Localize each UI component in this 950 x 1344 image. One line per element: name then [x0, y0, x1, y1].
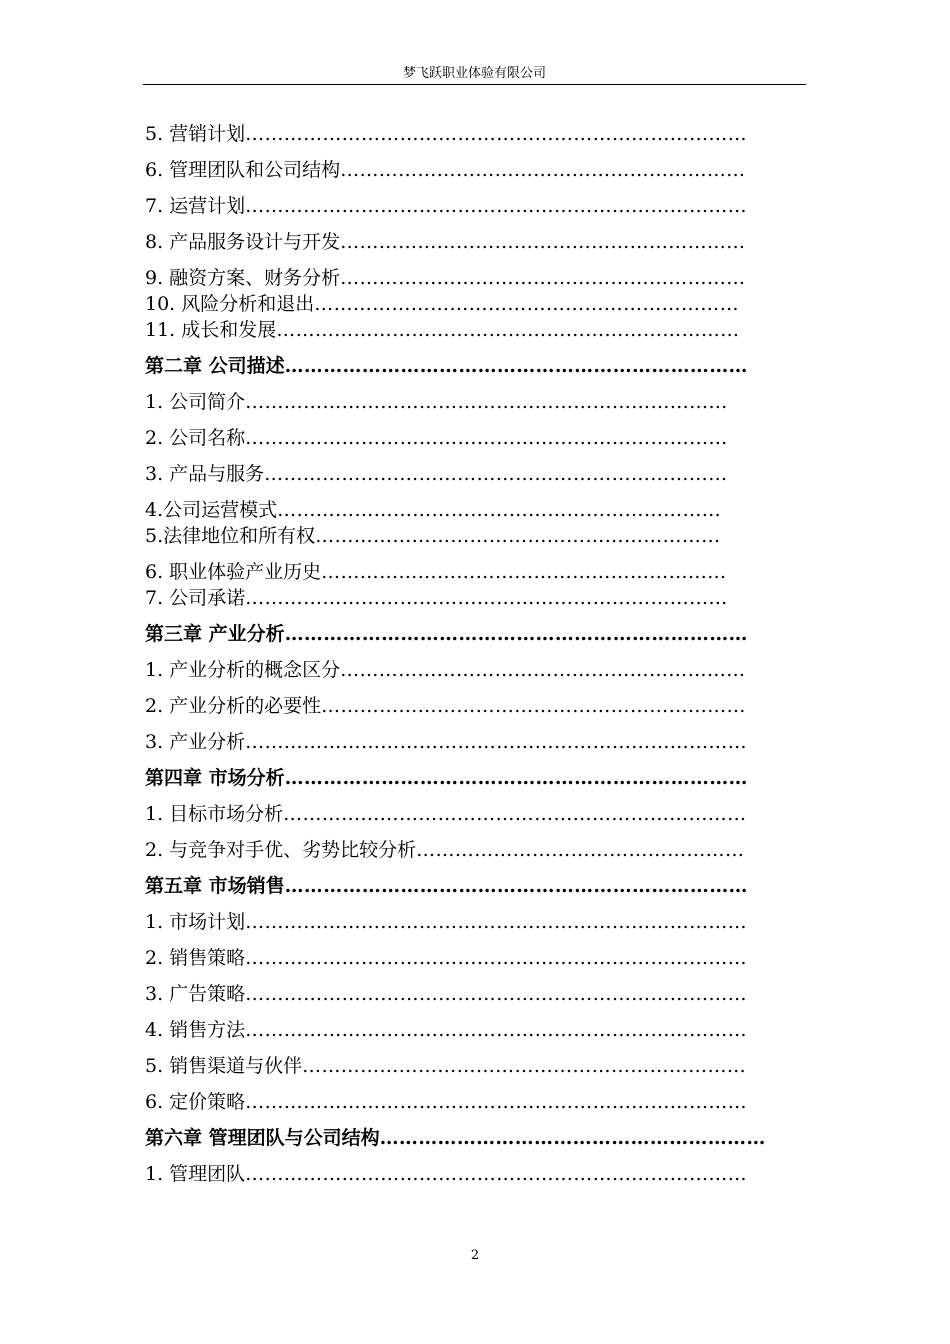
toc-entry	[145, 586, 728, 610]
running-header: 梦飞跃职业体验有限公司	[402, 66, 546, 81]
toc-leader-dots: ……………………………………………………………………	[245, 947, 747, 969]
toc-leader-dots: ……………………………………………………………	[277, 499, 722, 521]
toc-leader-dots: ………………………………………………………………	[284, 767, 748, 789]
toc-entry-label: 7. 公司承诺	[145, 587, 246, 609]
toc-leader-dots: ……………………………………………………………………	[245, 911, 747, 933]
toc-chapter-entry	[145, 354, 748, 378]
page-number: 2	[470, 1248, 480, 1263]
toc-entry	[145, 158, 745, 182]
toc-entry	[145, 194, 747, 218]
toc-leader-dots: ………………………………………………………………	[283, 803, 747, 825]
toc-entry-label: 11. 成长和发展	[145, 319, 277, 341]
table-of-contents	[145, 0, 785, 1200]
toc-entry	[145, 910, 747, 934]
toc-entry-label: 2. 销售策略	[145, 947, 246, 969]
toc-leader-dots: …………………………………………………………………	[245, 587, 728, 609]
toc-leader-dots: ………………………………………………………………	[284, 875, 748, 897]
toc-entry-label: 1. 目标市场分析	[145, 803, 284, 825]
toc-entry	[145, 730, 747, 754]
toc-leader-dots: ………………………………………………………	[340, 231, 746, 253]
toc-leader-dots: ……………………………………………………………………	[245, 1019, 747, 1041]
toc-leader-dots: ………………………………………………………	[340, 267, 746, 289]
toc-leader-dots: ……………………………………………………	[379, 1127, 766, 1149]
toc-entry	[145, 1018, 747, 1042]
toc-entry-label: 3. 产业分析	[145, 731, 246, 753]
toc-chapter-entry	[145, 1126, 766, 1150]
toc-entry-label: 8. 产品服务设计与开发	[145, 231, 341, 253]
toc-entry	[145, 318, 739, 342]
toc-entry	[145, 122, 747, 146]
toc-entry-label: 5. 销售渠道与伙伴	[145, 1055, 303, 1077]
toc-leader-dots: ……………………………………………………………………	[245, 1163, 747, 1185]
toc-entry	[145, 426, 728, 450]
toc-entry	[145, 560, 726, 584]
toc-leader-dots: ………………………………………………………………	[284, 623, 748, 645]
toc-leader-dots: ………………………………………………………………	[276, 319, 740, 341]
toc-entry-label: 6. 职业体验产业历史	[145, 561, 322, 583]
toc-entry-label: 第四章 市场分析	[145, 767, 285, 789]
toc-leader-dots: ………………………………………………………	[315, 525, 721, 547]
toc-entry	[145, 498, 721, 522]
toc-entry-label: 2. 与竞争对手优、劣势比较分析	[145, 839, 417, 861]
toc-entry-label: 3. 产品与服务	[145, 463, 265, 485]
toc-entry-label: 4.公司运营模式	[145, 499, 278, 521]
toc-leader-dots: ……………………………………………………………………	[245, 195, 747, 217]
toc-entry-label: 1. 产业分析的概念区分	[145, 659, 341, 681]
toc-entry-label: 1. 市场计划	[145, 911, 246, 933]
toc-entry	[145, 694, 746, 718]
toc-entry-label: 第五章 市场销售	[145, 875, 285, 897]
toc-chapter-entry	[145, 874, 748, 898]
toc-entry	[145, 230, 745, 254]
toc-leader-dots: ………………………………………………………	[340, 159, 746, 181]
toc-entry-label: 7. 运营计划	[145, 195, 246, 217]
toc-leader-dots: ………………………………………………………	[340, 659, 746, 681]
toc-leader-dots: ……………………………………………	[416, 839, 745, 861]
toc-entry-label: 9. 融资方案、财务分析	[145, 267, 341, 289]
toc-entry	[145, 1090, 747, 1114]
toc-entry	[145, 946, 747, 970]
toc-entry-label: 2. 产业分析的必要性	[145, 695, 322, 717]
toc-entry-label: 第六章 管理团队与公司结构	[145, 1127, 380, 1149]
toc-entry	[145, 292, 739, 316]
toc-entry-label: 10. 风险分析和退出	[145, 293, 315, 315]
toc-leader-dots: ……………………………………………………………………	[245, 123, 747, 145]
toc-leader-dots: ……………………………………………………………	[302, 1055, 747, 1077]
toc-entry	[145, 982, 747, 1006]
toc-entry-label: 4. 销售方法	[145, 1019, 246, 1041]
toc-leader-dots: …………………………………………………………	[321, 695, 746, 717]
toc-leader-dots: ……………………………………………………………………	[245, 731, 747, 753]
toc-entry-label: 5. 营销计划	[145, 123, 246, 145]
toc-leader-dots: ……………………………………………………………………	[245, 1091, 747, 1113]
toc-entry	[145, 462, 727, 486]
toc-leader-dots: ………………………………………………………………	[284, 355, 748, 377]
toc-leader-dots: ……………………………………………………………………	[245, 983, 747, 1005]
toc-entry	[145, 802, 746, 826]
toc-entry	[145, 658, 745, 682]
toc-entry	[145, 524, 720, 548]
toc-entry	[145, 266, 745, 290]
toc-entry-label: 3. 广告策略	[145, 983, 246, 1005]
toc-leader-dots: …………………………………………………………	[314, 293, 739, 315]
toc-entry-label: 1. 公司简介	[145, 391, 246, 413]
toc-leader-dots: …………………………………………………………………	[245, 427, 728, 449]
toc-entry	[145, 390, 728, 414]
toc-entry-label: 5.法律地位和所有权	[145, 525, 316, 547]
toc-entry-label: 第三章 产业分析	[145, 623, 285, 645]
toc-entry-label: 第二章 公司描述	[145, 355, 285, 377]
toc-entry	[145, 838, 744, 862]
toc-entry-label: 1. 管理团队	[145, 1163, 246, 1185]
toc-leader-dots: ………………………………………………………………	[264, 463, 728, 485]
toc-leader-dots: ………………………………………………………	[321, 561, 727, 583]
toc-entry	[145, 1162, 747, 1186]
toc-chapter-entry	[145, 622, 748, 646]
toc-entry	[145, 1054, 746, 1078]
toc-chapter-entry	[145, 766, 748, 790]
toc-entry-label: 2. 公司名称	[145, 427, 246, 449]
toc-leader-dots: …………………………………………………………………	[245, 391, 728, 413]
toc-entry-label: 6. 管理团队和公司结构	[145, 159, 341, 181]
toc-entry-label: 6. 定价策略	[145, 1091, 246, 1113]
